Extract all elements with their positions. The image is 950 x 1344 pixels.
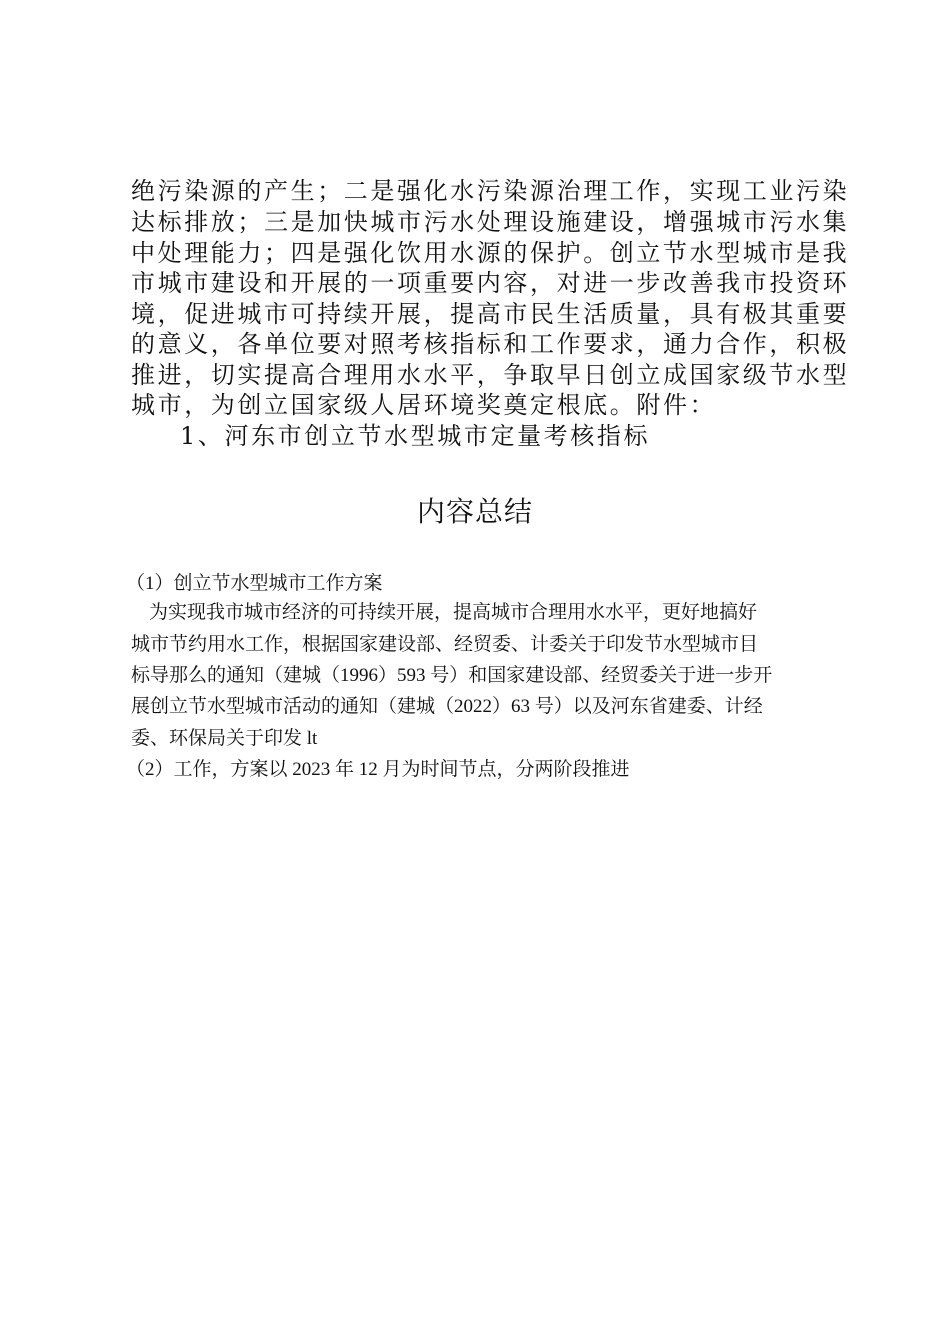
body-line-6: 的意义，各单位要对照考核指标和工作要求，通力合作，积极 xyxy=(131,330,850,358)
body-line-7: 推进，切实提高合理用水水平，争取早日创立成国家级节水型 xyxy=(131,361,850,389)
summary-item-1-line-1: 为实现我市城市经济的可持续开展，提高城市合理用水水平，更好地搞好 xyxy=(149,602,758,623)
body-line-1: 绝污染源的产生；二是强化水污染源治理工作，实现工业污染 xyxy=(131,177,850,205)
summary-item-1-line-3: 标导那么的通知（建城（1996）593 号）和国家建设部、经贸委关于进一步开 xyxy=(131,665,773,686)
body-line-3: 中处理能力；四是强化饮用水源的保护。创立节水型城市是我 xyxy=(131,239,850,267)
body-line-8: 城市，为创立国家级人居环境奖奠定根底。附件： xyxy=(131,391,717,419)
attachment-item: 1、河东市创立节水型城市定量考核指标 xyxy=(180,422,651,450)
summary-item-1-line-2: 城市节约用水工作，根据国家建设部、经贸委、计委关于印发节水型城市目 xyxy=(131,634,759,655)
body-line-4: 市城市建设和开展的一项重要内容，对进一步改善我市投资环 xyxy=(131,269,850,297)
body-line-5: 境，促进城市可持续开展，提高市民生活质量，具有极其重要 xyxy=(131,300,850,328)
summary-title: 内容总结 xyxy=(416,495,533,528)
summary-item-2: （2）工作，方案以 2023 年 12 月为时间节点，分两阶段推进 xyxy=(126,759,630,780)
summary-item-1-line-5: 委、环保局关于印发 lt xyxy=(131,728,318,749)
body-line-2: 达标排放；三是加快城市污水处理设施建设，增强城市污水集 xyxy=(131,208,850,236)
summary-item-1-heading: （1）创立节水型城市工作方案 xyxy=(126,573,383,594)
summary-item-1-line-4: 展创立节水型城市活动的通知（建城（2022）63 号）以及河东省建委、计经 xyxy=(131,696,763,717)
